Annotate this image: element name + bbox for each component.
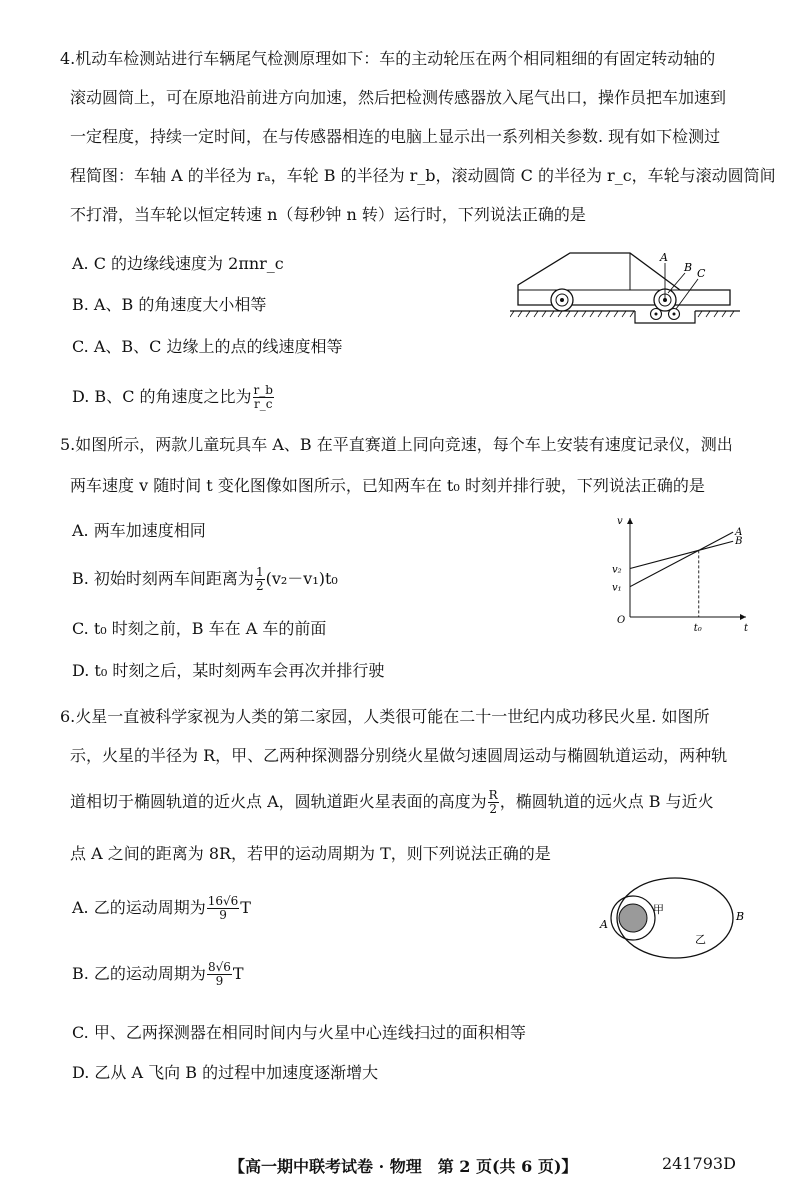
q5-line-1: 5.如图所示，两款儿童玩具车 A、B 在平直赛道上同向竞速，每个车上安装有速度记录仪，测出 <box>60 435 733 454</box>
q6-option-a <box>72 895 251 922</box>
q5-option-b-suffix: (v₂－v₁)t₀ <box>265 569 338 588</box>
q5-option-c: C. t₀ 时刻之前，B 车在 A 车的前面 <box>72 619 327 638</box>
mars-planet <box>619 904 647 932</box>
q6-orbit-figure <box>595 870 745 965</box>
q6-option-b-text: B. 乙的运动周期为 <box>72 964 206 983</box>
q4-line-3: 一定程度，持续一定时间，在与传感器相连的电脑上显示出一系列相关参数. 现有如下检测过 <box>70 127 721 146</box>
chart-series <box>630 532 733 617</box>
footer-title: 【高一期中联考试卷 · 物理 第 2 页(共 6 页)】 <box>229 1157 578 1176</box>
q5-option-a: A. 两车加速度相同 <box>72 521 206 540</box>
q6-figure-label-yi: 乙 <box>695 933 706 946</box>
q6-option-b <box>72 961 244 988</box>
q6-line-1: 6.火星一直被科学家视为人类的第二家园，人类很可能在二十一世纪内成功移民火星. 如图所 <box>60 707 710 726</box>
q4-option-a: A. C 的边缘线速度为 2πnr_c <box>72 254 284 273</box>
series-label-b: B <box>735 536 743 548</box>
fraction-denominator: 2 <box>255 579 264 593</box>
x-tick-label: t₀ <box>693 623 702 634</box>
q6-line-2: 示，火星的半径为 R，甲、乙两种探测器分别绕火星做匀速圆周运动与椭圆轨道运动，两种轨 <box>70 746 728 765</box>
q4-figure-label-a: A <box>660 251 668 264</box>
q6-line-3-text: 道相切于椭圆轨道的近火点 A，圆轨道距火星表面的高度为 <box>70 792 487 811</box>
q4-car-figure <box>510 245 740 325</box>
chart-labels <box>612 516 749 634</box>
q5-option-b-text: B. 初始时刻两车间距离为 <box>72 569 254 588</box>
q6-option-c: C. 甲、乙两探测器在相同时间内与火星中心连线扫过的面积相等 <box>72 1023 526 1042</box>
q6-figure-label-jia: 甲 <box>653 903 664 916</box>
y-tick-label-v1: v₁ <box>612 582 622 594</box>
q4-option-d-text: D. B、C 的角速度之比为 <box>72 387 252 406</box>
q4-option-d-fraction <box>253 384 274 411</box>
q6-option-b-fraction <box>207 961 232 988</box>
q6-option-b-suffix: T <box>232 964 244 983</box>
q6-option-a-suffix: T <box>240 898 251 917</box>
fraction-denominator: 9 <box>219 908 227 922</box>
fraction-numerator: R <box>488 788 498 802</box>
fraction-numerator: r_b <box>253 383 273 397</box>
q4-line-1: 4.机动车检测站进行车辆尾气检测原理如下：车的主动轮压在两个相同粗细的有固定转动轴的 <box>60 49 716 68</box>
q5-line-2: 两车速度 v 随时间 t 变化图像如图所示，已知两车在 t₀ 时刻并排行驶，下列说法正确的是 <box>70 476 705 495</box>
q6-line-4: 点 A 之间的距离为 8R，若甲的运动周期为 T，则下列说法正确的是 <box>70 844 551 863</box>
q4-option-c: C. A、B、C 边缘上的点的线速度相等 <box>72 337 343 356</box>
series-line-a <box>630 532 733 587</box>
q6-option-d: D. 乙从 A 飞向 B 的过程中加速度逐渐增大 <box>72 1063 379 1082</box>
fraction-numerator: 1 <box>255 565 264 579</box>
q6-option-a-fraction <box>207 895 240 922</box>
series-label-a: A <box>735 527 743 539</box>
q5-option-d: D. t₀ 时刻之后，某时刻两车会再次并排行驶 <box>72 661 385 680</box>
footer-code: 241793D <box>662 1154 736 1173</box>
q6-figure-label-a: A <box>600 918 608 931</box>
q5-option-b-fraction <box>255 566 265 593</box>
q6-option-a-text: A. 乙的运动周期为 <box>72 898 206 917</box>
q6-height-fraction <box>488 789 499 816</box>
y-tick-label-v2: v₂ <box>612 564 622 576</box>
fraction-denominator: 2 <box>489 802 497 816</box>
q6-line-3 <box>70 789 714 816</box>
x-axis-arrow <box>740 614 746 620</box>
q4-figure-label-b: B <box>684 261 693 274</box>
chart-axes <box>627 518 746 620</box>
q6-line-3-suffix: ，椭圆轨道的远火点 B 与近火 <box>499 792 714 811</box>
fraction-denominator: 9 <box>215 974 224 988</box>
fraction-denominator: r_c <box>254 397 273 411</box>
x-axis-label: t <box>744 623 749 634</box>
series-line-b <box>630 541 733 568</box>
q6-figure-label-b: B <box>736 910 745 923</box>
q4-line-4: 程简图：车轴 A 的半径为 rₐ，车轮 B 的半径为 r_b，滚动圆筒 C 的半径为 r_c，车轮与滚动圆筒间 <box>70 166 776 185</box>
q5-vt-chart <box>610 512 750 640</box>
q5-option-b <box>72 566 338 593</box>
q4-option-b: B. A、B 的角速度大小相等 <box>72 295 267 314</box>
fraction-numerator: 16√6 <box>207 894 239 908</box>
origin-label: O <box>617 615 626 626</box>
fraction-numerator: 8√6 <box>207 960 231 974</box>
y-axis-arrow <box>627 518 633 524</box>
q4-option-d <box>72 384 275 411</box>
y-axis-label: v <box>617 516 623 527</box>
q4-line-2: 滚动圆筒上，可在原地沿前进方向加速，然后把检测传感器放入尾气出口，操作员把车加速到 <box>70 88 727 107</box>
q4-line-5: 不打滑，当车轮以恒定转速 n（每秒钟 n 转）运行时，下列说法正确的是 <box>70 205 586 224</box>
q4-figure-label-c: C <box>697 267 706 280</box>
